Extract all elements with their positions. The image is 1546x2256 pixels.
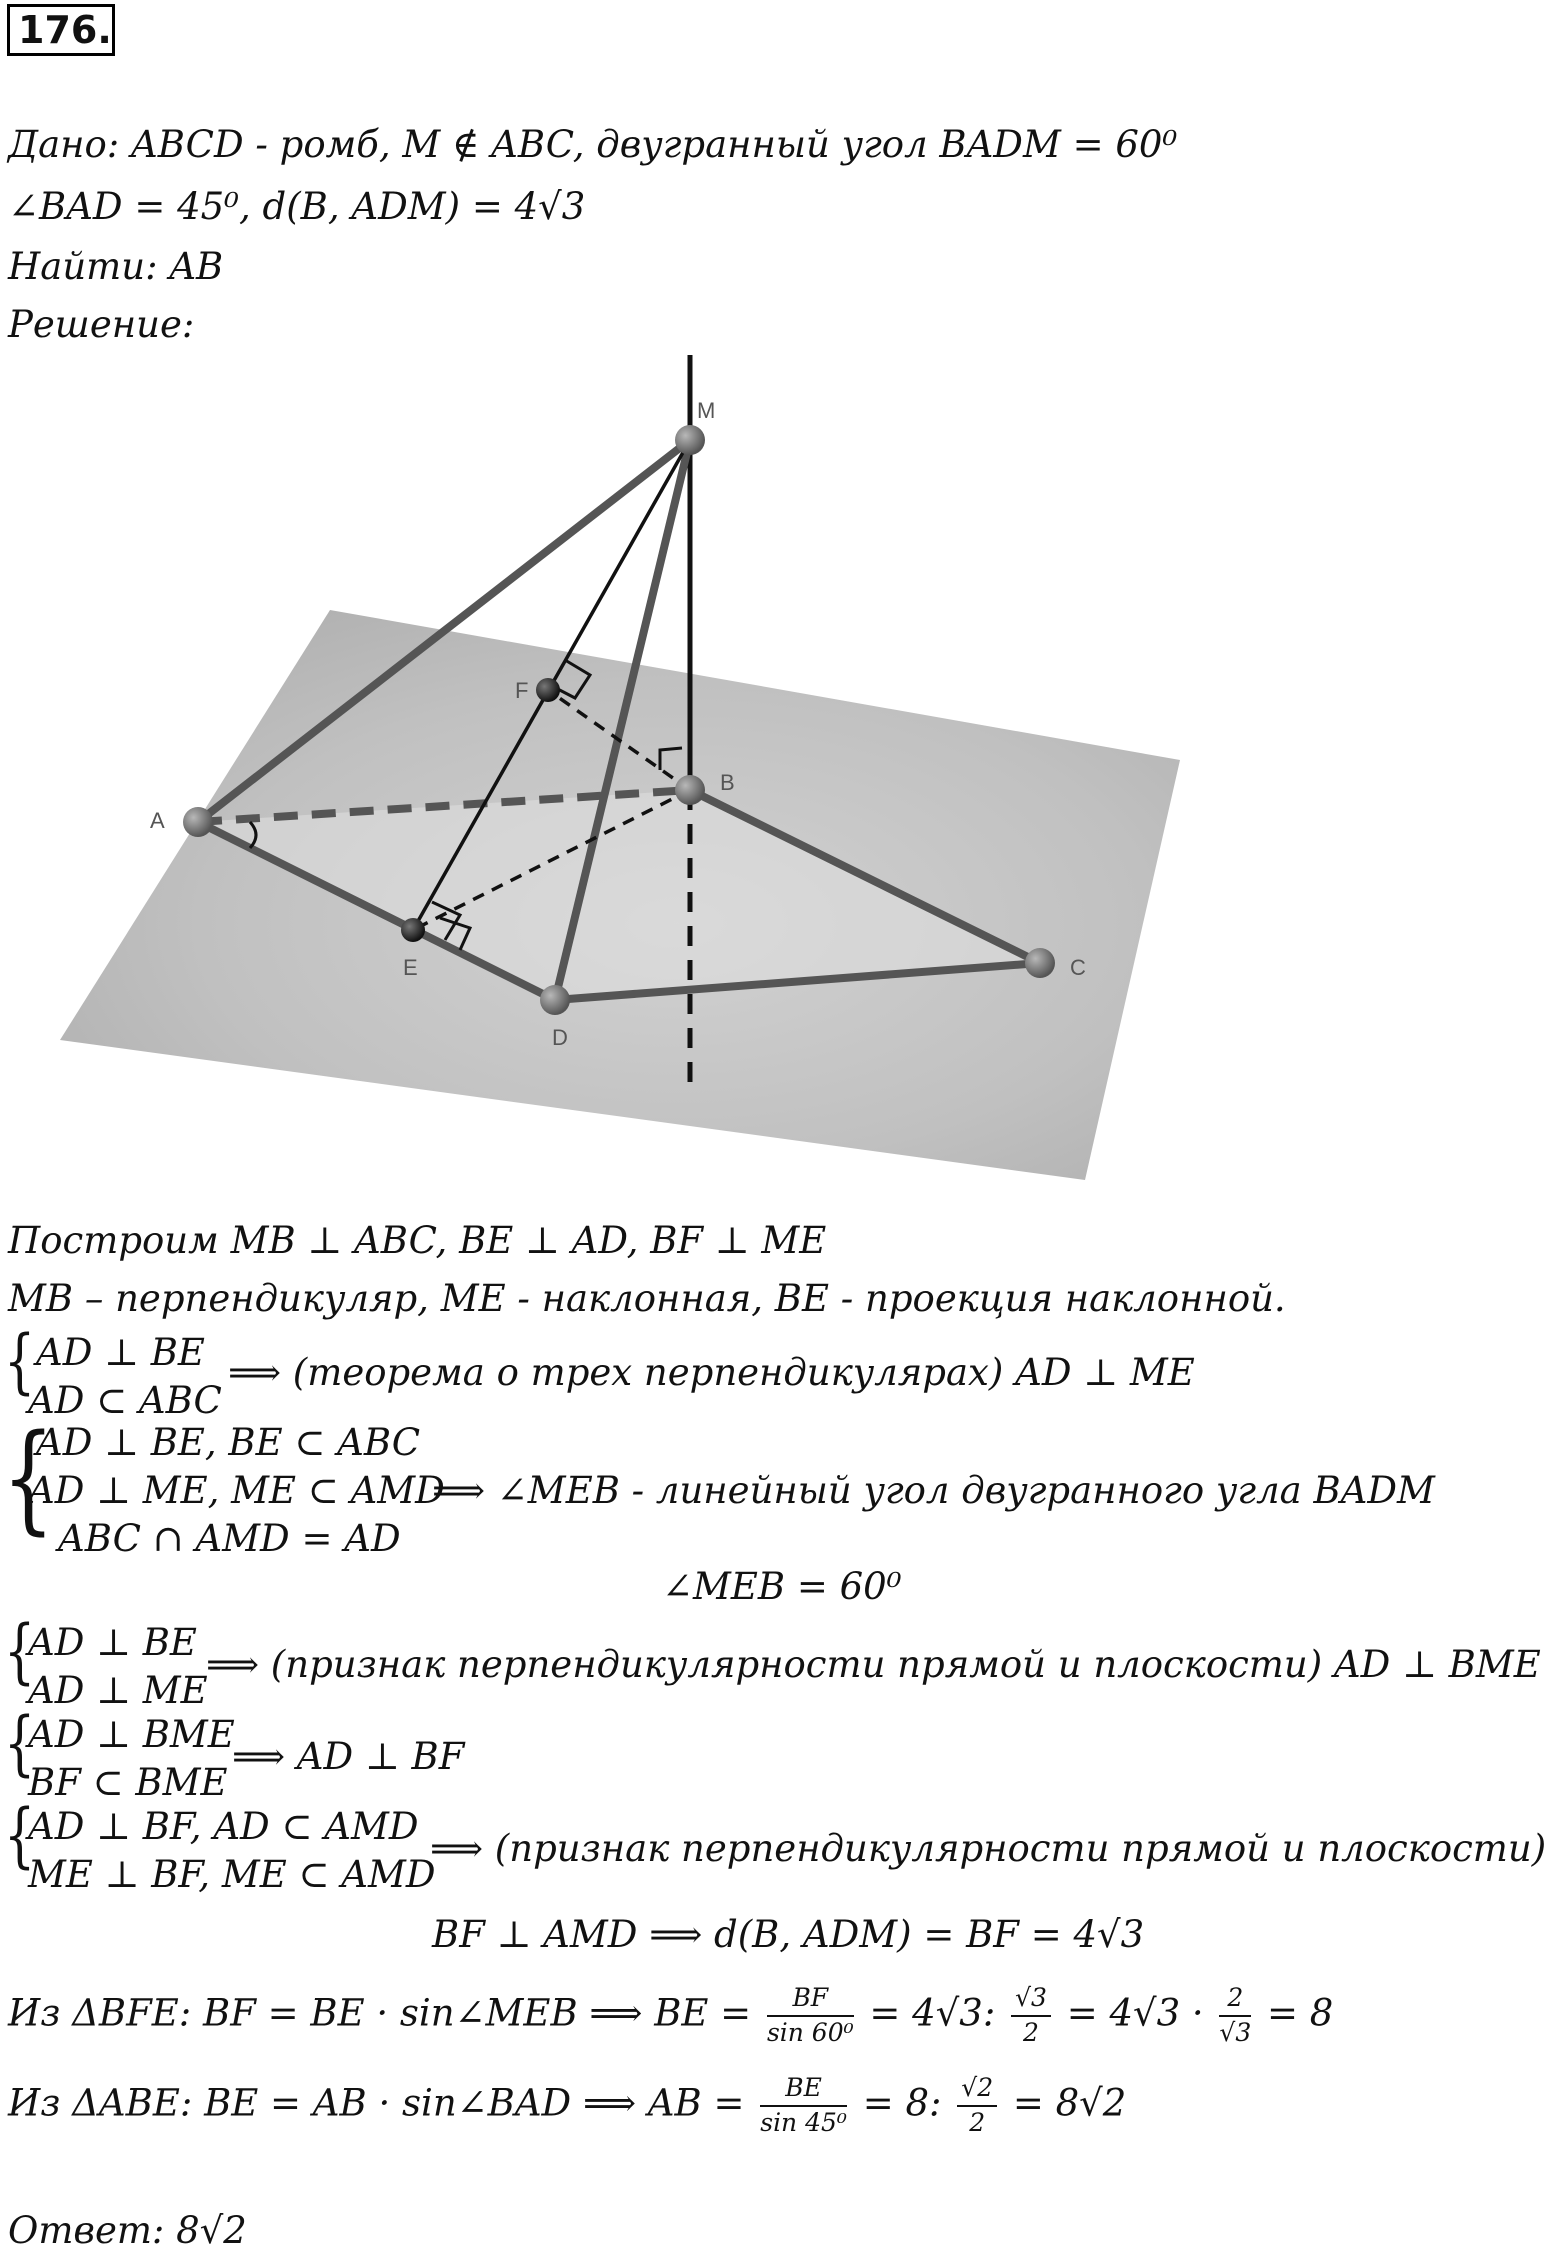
point-a [183, 807, 213, 837]
label-f: F [515, 678, 529, 703]
calc-be-mid2: = 4√3 · [1066, 1991, 1204, 2035]
fraction-bf-sin60: $\frac{BF}{\text{sin 60⁰}}$ [766, 1983, 854, 2047]
sys3-line-b: AD ⊥ ME [28, 1669, 208, 1712]
sys2-line-a: AD ⊥ BE, BE ⊂ ABC [36, 1421, 421, 1464]
sys4-line-a: AD ⊥ BME [28, 1713, 235, 1756]
brace-1: { [4, 1320, 36, 1402]
point-f [536, 678, 560, 702]
given-line-2: ∠BAD = 45⁰, d(B, ADM) = 4√3 [8, 185, 586, 228]
sys2-result: ⟹ ∠MEB - линейный угол двугранного угла BADM [432, 1469, 1435, 1512]
point-e [401, 918, 425, 942]
label-m: M [697, 398, 716, 423]
answer-line [8, 2209, 247, 2252]
perp-line: MB – перпендикуляр, ME - наклонная, BE - проекция наклонной. [8, 1277, 1286, 1320]
angle-meb: ∠MEB = 60⁰ [662, 1565, 902, 1608]
point-d [540, 985, 570, 1015]
point-b [675, 775, 705, 805]
sys1-result: ⟹ (теорема о трех перпендикулярах) AD ⊥ ME [228, 1351, 1195, 1394]
sys5-line-b: ME ⊥ BF, ME ⊂ AMD [28, 1853, 436, 1896]
brace-3: { [4, 1610, 36, 1692]
geometry-diagram [0, 340, 1400, 1220]
fraction-sqrt3-2: $\frac{√3}{2}$ [1011, 1984, 1051, 2048]
sys2-line-c: ABC ∩ AMD = AD [58, 1517, 401, 1560]
sys5-result: ⟹ (признак перпендикулярности прямой и плоскости) [430, 1827, 1546, 1870]
point-m [675, 425, 705, 455]
calc-be-end: = 8 [1267, 1991, 1334, 2035]
point-c [1025, 948, 1055, 978]
calc-ab-mid: = 8: [862, 2081, 942, 2125]
calc-be [8, 1984, 1333, 2048]
fraction-sqrt2-2: $\frac{√2}{2}$ [957, 2074, 997, 2138]
calc-ab [8, 2074, 1126, 2138]
label-b: B [720, 770, 735, 795]
label-c: C [1070, 955, 1086, 980]
label-d: D [552, 1025, 568, 1050]
sys2-line-b: AD ⊥ ME, ME ⊂ AMD [28, 1469, 445, 1512]
solution-label: Решение: [8, 303, 195, 346]
calc-ab-pre: Из ΔABE: BE = AB · sin∠BAD ⟹ AB = [8, 2081, 745, 2125]
sys4-result: ⟹ AD ⊥ BF [232, 1735, 465, 1778]
calc-be-pre: Из ΔBFE: BF = BE · sin∠MEB ⟹ BE = [8, 1991, 752, 2035]
brace-2: { [2, 1408, 55, 1546]
problem-number: 176. [7, 4, 115, 56]
build-line: Построим MB ⊥ ABC, BE ⊥ AD, BF ⊥ ME [8, 1219, 827, 1262]
sys3-line-a: AD ⊥ BE [28, 1621, 197, 1664]
given-label: Дано: [8, 123, 120, 166]
given-text-1: ABCD - ромб, M ∉ ABC, двугранный угол BADM = 60⁰ [131, 123, 1178, 166]
sys4-line-b: BF ⊂ BME [28, 1761, 228, 1804]
sys1-line-a: AD ⊥ BE [36, 1331, 205, 1374]
calc-be-mid: = 4√3: [869, 1991, 996, 2035]
answer-value: 8√2 [176, 2209, 247, 2252]
bf-line: BF ⊥ AMD ⟹ d(B, ADM) = BF = 4√3 [432, 1913, 1145, 1956]
sys3-result: ⟹ (признак перпендикулярности прямой и плоскости) AD ⊥ BME [206, 1643, 1541, 1686]
brace-4: { [4, 1702, 36, 1784]
label-a: A [150, 808, 165, 833]
find-line [8, 245, 224, 288]
fraction-2-sqrt3: $\frac{2}{√3}$ [1219, 1983, 1252, 2047]
sys1-line-b: AD ⊂ ABC [28, 1379, 222, 1422]
brace-5: { [4, 1794, 36, 1876]
given-line-1 [8, 123, 1178, 166]
fraction-be-sin45: $\frac{BE}{\text{sin 45⁰}}$ [760, 2073, 847, 2137]
sys5-line-a: AD ⊥ BF, AD ⊂ AMD [28, 1805, 419, 1848]
find-label: Найти: [8, 245, 158, 288]
calc-ab-end: = 8√2 [1012, 2081, 1127, 2125]
label-e: E [403, 955, 418, 980]
find-value: AB [169, 245, 224, 288]
answer-label: Ответ: [8, 2209, 165, 2252]
